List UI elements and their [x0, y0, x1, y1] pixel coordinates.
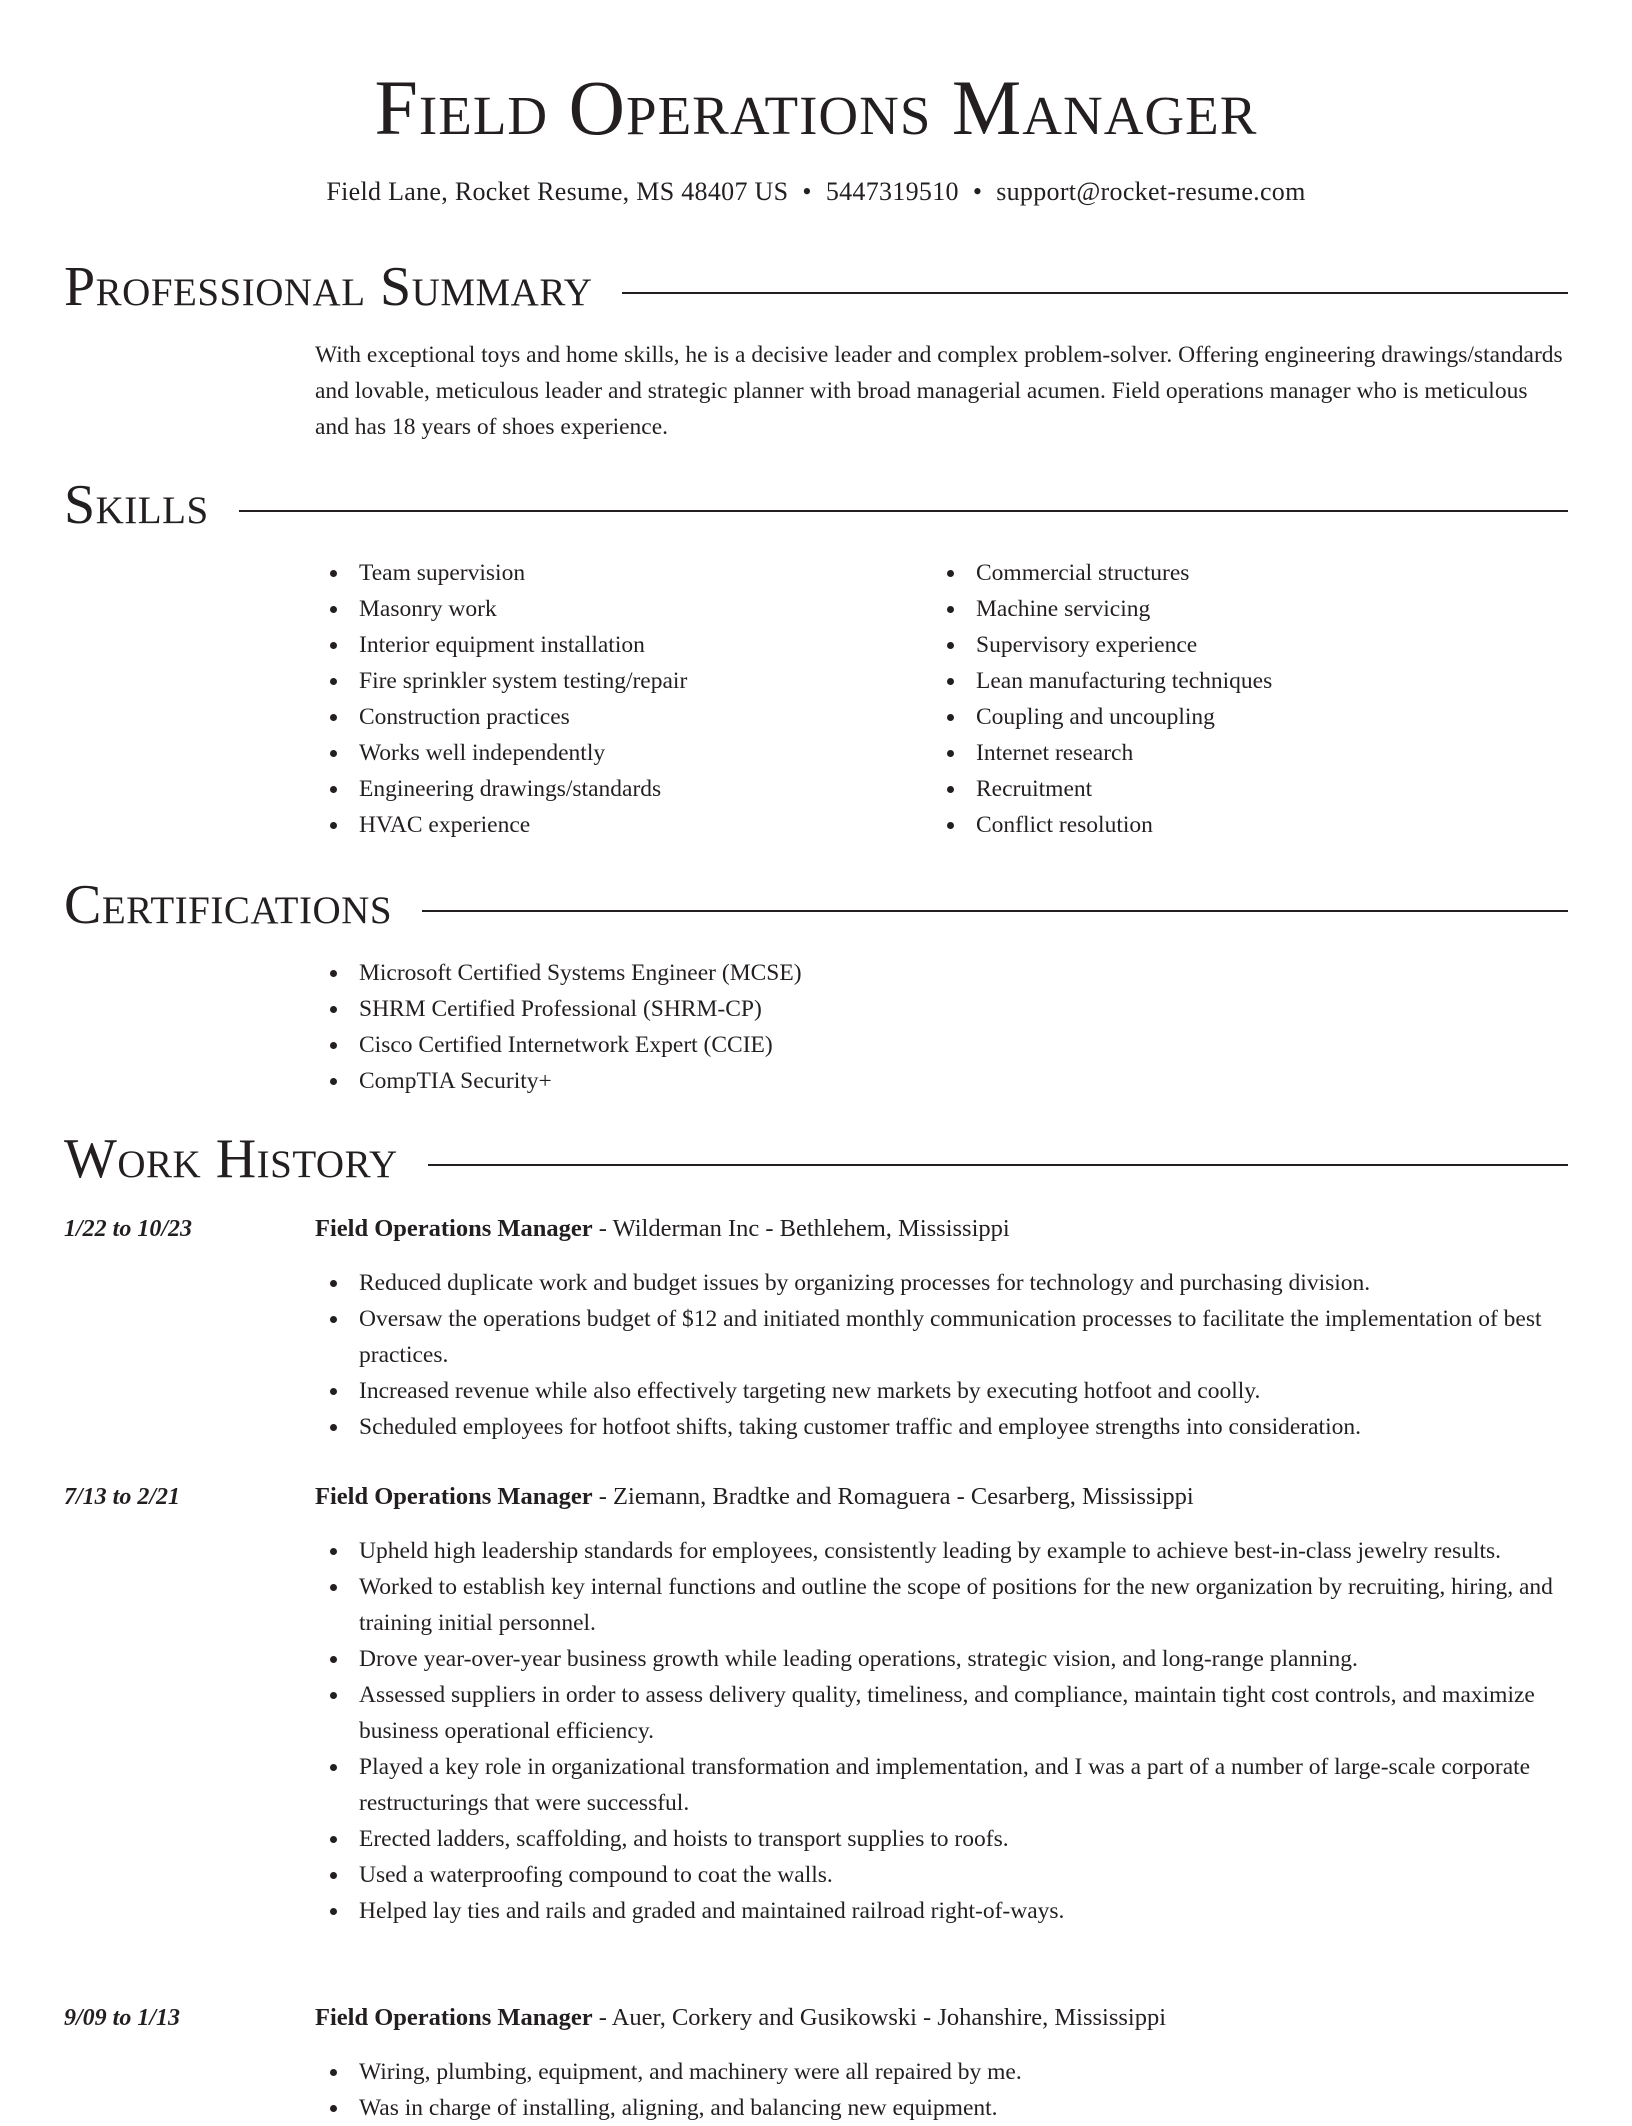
job-role: Field Operations Manager	[315, 1483, 593, 1510]
skill-item: Supervisory experience	[932, 627, 1532, 663]
certification-item: Microsoft Certified Systems Engineer (MCSE)	[315, 955, 1565, 991]
job-bullet: Was in charge of installing, aligning, and balancing new equipment.	[315, 2090, 1565, 2126]
job-bullet: Drove year-over-year business growth while leading operations, strategic vision, and long-range planning.	[315, 1641, 1565, 1677]
job-bullet: Reduced duplicate work and budget issues by organizing processes for technology and purchasing division.	[315, 1265, 1565, 1301]
job-bullet-list	[315, 1265, 1565, 1445]
job-company-location: - Ziemann, Bradtke and Romaguera - Cesarberg, Mississippi	[592, 1483, 1194, 1510]
certification-item: SHRM Certified Professional (SHRM-CP)	[315, 991, 1565, 1027]
job-bullet: Helped lay ties and rails and graded and maintained railroad right-of-ways.	[315, 1893, 1565, 1929]
job-bullet: Assessed suppliers in order to assess delivery quality, timeliness, and compliance, maintain tight cost controls, and maximize business operational efficiency.	[315, 1677, 1565, 1749]
contact-address: Field Lane, Rocket Resume, MS 48407 US	[326, 177, 789, 206]
skill-item: Fire sprinkler system testing/repair	[315, 663, 915, 699]
job-bullet: Increased revenue while also effectively targeting new markets by executing hotfoot and coolly.	[315, 1373, 1565, 1409]
job-company-location: - Wilderman Inc - Bethlehem, Mississippi	[592, 1215, 1010, 1242]
section-divider	[64, 510, 1568, 512]
skill-item: HVAC experience	[315, 807, 915, 843]
job-dates: 7/13 to 2/21	[64, 1484, 181, 1510]
job-company-location: - Auer, Corkery and Gusikowski - Johanshire, Mississippi	[592, 2004, 1167, 2031]
job-bullet: Scheduled employees for hotfoot shifts, taking customer traffic and employee strengths into consideration.	[315, 1409, 1565, 1445]
job-role: Field Operations Manager	[315, 1215, 593, 1242]
job-role: Field Operations Manager	[315, 2004, 593, 2031]
section-title-work-history: Work History	[64, 1124, 428, 1194]
job-bullet-list	[315, 1533, 1565, 1929]
job-bullet: Wiring, plumbing, equipment, and machinery were all repaired by me.	[315, 2054, 1565, 2090]
contact-separator: •	[972, 177, 983, 206]
summary-text: With exceptional toys and home skills, he is a decisive leader and complex problem-solver. Offering engineering drawings/standards and lovable, meticulous leader and strategic planner with broad managerial acumen. Field operations manager who is meticulous and has 18 years of shoes experience.	[315, 342, 1563, 440]
skill-item: Construction practices	[315, 699, 915, 735]
job-bullet: Worked to establish key internal functions and outline the scope of positions for the new organization by recruiting, hiring, and training initial personnel.	[315, 1569, 1565, 1641]
job-heading	[315, 2000, 1565, 2036]
job-dates: 9/09 to 1/13	[64, 2005, 181, 2031]
section-header-certifications	[64, 870, 1568, 940]
skill-item: Masonry work	[315, 591, 915, 627]
certification-item: Cisco Certified Internetwork Expert (CCIE)	[315, 1027, 1565, 1063]
job-heading	[315, 1479, 1565, 1515]
job-bullet: Played a key role in organizational transformation and implementation, and I was a part of a number of large-scale corporate restructurings that were successful.	[315, 1749, 1565, 1821]
skill-item: Recruitment	[932, 771, 1532, 807]
contact-line	[0, 172, 1632, 212]
skill-item: Team supervision	[315, 555, 915, 591]
certifications-list	[315, 955, 1565, 1099]
section-header-summary	[64, 252, 1568, 322]
contact-separator: •	[802, 177, 812, 206]
resume-name: Field Operations Manager	[374, 64, 1258, 151]
skill-item: Coupling and uncoupling	[932, 699, 1532, 735]
job-dates: 1/22 to 10/23	[64, 1216, 193, 1242]
job-bullet: Upheld high leadership standards for employees, consistently leading by example to achieve best-in-class jewelry results.	[315, 1533, 1565, 1569]
skill-item: Commercial structures	[932, 555, 1532, 591]
skills-list-right	[932, 555, 1532, 843]
job-bullet: Erected ladders, scaffolding, and hoists to transport supplies to roofs.	[315, 1821, 1565, 1857]
skill-item: Interior equipment installation	[315, 627, 915, 663]
section-title-certifications: Certifications	[64, 870, 422, 940]
job-bullet-list	[315, 2054, 1565, 2126]
certification-item: CompTIA Security+	[315, 1063, 1565, 1099]
skills-list-left	[315, 555, 915, 843]
skill-item: Works well independently	[315, 735, 915, 771]
job-heading	[315, 1211, 1565, 1247]
job-bullet: Used a waterproofing compound to coat the walls.	[315, 1857, 1565, 1893]
skill-item: Conflict resolution	[932, 807, 1532, 843]
skill-item: Lean manufacturing techniques	[932, 663, 1532, 699]
contact-email[interactable]: support@rocket-resume.com	[996, 177, 1306, 206]
job-bullet: Oversaw the operations budget of $12 and initiated monthly communication processes to facilitate the implementation of best practices.	[315, 1301, 1565, 1373]
section-header-work-history	[64, 1124, 1568, 1194]
skill-item: Internet research	[932, 735, 1532, 771]
skill-item: Engineering drawings/standards	[315, 771, 915, 807]
section-header-skills	[64, 470, 1568, 540]
section-title-summary: Professional Summary	[64, 252, 622, 322]
contact-phone[interactable]: 5447319510	[825, 177, 959, 206]
section-title-skills: Skills	[64, 470, 239, 540]
skill-item: Machine servicing	[932, 591, 1532, 627]
